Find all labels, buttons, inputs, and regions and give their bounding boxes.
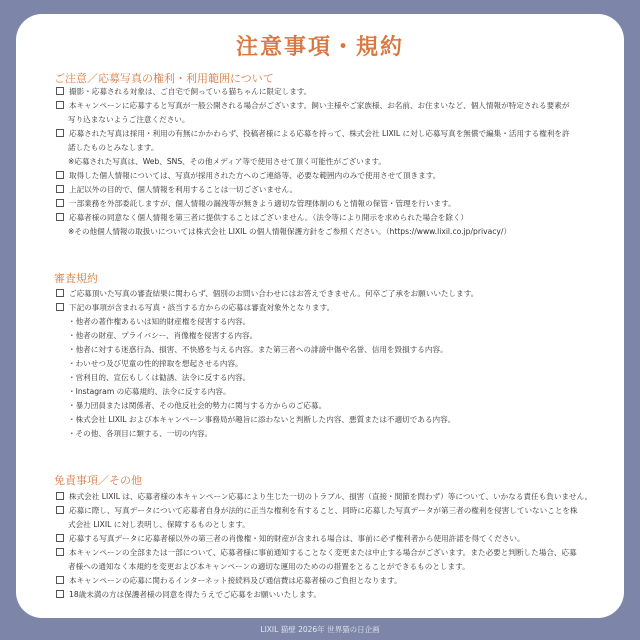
- list-item: ご応募頂いた写真の審査結果に関わらず、個別のお問い合わせにはお答えできません。何卒ご了承をお願いいたします。: [56, 287, 612, 301]
- list-item-note: ※応募された写真は、Web、SNS、その他メディア等で使用させて頂く可能性がございます。: [68, 157, 386, 166]
- checkbox-icon: [56, 548, 64, 556]
- list-item: 一部業務を外部委託しますが、個人情報の漏洩等が無きよう適切な管理体制のもと情報の保管・管理を行います。: [56, 197, 612, 211]
- list-item-bullet: ・Instagram の応募規約、法令に反する内容。: [68, 387, 231, 396]
- list-item-continuation: 者様への通知なく本規約を変更および本キャンペーンの適切な運用のためのの措置をとることができるものとします。: [68, 562, 470, 571]
- checkbox-icon: [56, 171, 64, 179]
- list-item: 18歳未満の方は保護者様の同意を得たうえでご応募をお願いいたします。: [56, 588, 612, 602]
- list-item-continuation: 写り込まないようご注意ください。: [68, 115, 190, 124]
- list-item-note: ※その他個人情報の取扱いについては株式会社 LIXIL の個人情報保護方針をご参照ください。（https://www.lixil.co.jp/privacy/）: [68, 227, 512, 236]
- list-item: 下記の事項が含まれる写真・該当する方からの応募は審査対象外となります。: [56, 301, 612, 315]
- checkbox-icon: [56, 506, 64, 514]
- list-item: 株式会社 LIXIL は、応募者様の本キャンペーン応募により生じた一切のトラブル、損害（直接・間節を問わず）等について、いかなる責任も負いません。: [56, 490, 612, 504]
- checkbox-icon: [56, 590, 64, 598]
- checkbox-icon: [56, 303, 64, 311]
- list-item: 応募に際し、写真データについて応募者自身が法的に正当な権利を有すること、同時に応募した写真データが第三者の権利を侵害していないことを株: [56, 504, 612, 518]
- checkbox-icon: [56, 87, 64, 95]
- list-item-bullet: ・その他、各項目に類する、一切の内容。: [68, 429, 213, 438]
- list-item: 本キャンペーンに応募すると写真が一般公開される場合がございます。飼い主様やご家族様、お名前、お住まいなど、個人情報が特定される要素が: [56, 99, 612, 113]
- list-item-continuation: 諾したものとみなします。: [68, 143, 159, 152]
- section-heading-review: 審査規約: [54, 272, 98, 285]
- rules-card: [16, 14, 624, 618]
- section-heading-disclaimer: 免責事項／その他: [54, 474, 142, 487]
- list-item: 本キャンペーンの全部または一部について、応募者様に事前通知することなく変更または中止する場合がございます。また必要と判断した場合、応募: [56, 546, 612, 560]
- list-item-bullet: ・わいせつ及び児童の性的搾取を想起させる内容。: [68, 359, 243, 368]
- checkbox-icon: [56, 185, 64, 193]
- list-item: 応募された写真は採用・利用の有無にかかわらず、投稿者様による応募を持って、株式会社 LIXIL に対し応募写真を無償で編集・活用する権利を許: [56, 127, 612, 141]
- section-heading-notice: ご注意／応募写真の権利・利用範囲について: [54, 72, 274, 85]
- list-item-bullet: ・株式会社 LIXIL および本キャンペーン事務局が趣旨に添わないと判断した内容、悪質または不適切である内容。: [68, 415, 456, 424]
- checkbox-icon: [56, 101, 64, 109]
- list-item: 応募者様の同意なく個人情報を第三者に提供することはございません。（法令等により開示を求められた場合を除く）: [56, 211, 612, 225]
- list-item-bullet: ・他者の著作権あるいは知的財産権を侵害する内容。: [68, 317, 251, 326]
- list-item-continuation: 式会社 LIXIL に対し表明し、保障するものとします。: [68, 520, 250, 529]
- checkbox-icon: [56, 129, 64, 137]
- list-item: 本キャンペーンの応募に関わるインターネット接続料及び通信費は応募者様のご負担となります。: [56, 574, 612, 588]
- checkbox-icon: [56, 199, 64, 207]
- checkbox-icon: [56, 289, 64, 297]
- checkbox-icon: [56, 534, 64, 542]
- list-item-bullet: ・営利目的、宣伝もしくは勧誘、法令に反する内容。: [68, 373, 251, 382]
- page-title: 注意事項・規約: [235, 35, 404, 60]
- checkbox-icon: [56, 492, 64, 500]
- list-item-bullet: ・他者に対する迷惑行為、損害、不快感を与える内容。また第三者への誹謗中傷や名誉、信用を毀損する内容。: [68, 345, 448, 354]
- list-item: 取得した個人情報については、写真が採用された方へのご連絡等、必要な範囲内のみで使用させて頂きます。: [56, 169, 612, 183]
- list-item-bullet: ・暴力団員または関係者、その他反社会的勢力に関与する方からのご応募。: [68, 401, 327, 410]
- footer-text: LIXIL 猫壁 2026年 世界猫の日企画: [260, 625, 380, 634]
- checkbox-icon: [56, 213, 64, 221]
- list-item: 撮影・応募される対象は、ご自宅で飼っている猫ちゃんに限定します。: [56, 85, 612, 99]
- list-item-bullet: ・他者の財産、プライバシー、肖像権を侵害する内容。: [68, 331, 258, 340]
- list-item: 上記以外の目的で、個人情報を利用することは一切ございません。: [56, 183, 612, 197]
- checkbox-icon: [56, 576, 64, 584]
- list-item: 応募する写真データに応募者様以外の第三者の肖像権・知的財産が含まれる場合は、事前に必ず権利者から使用許諾を得てください。: [56, 532, 612, 546]
